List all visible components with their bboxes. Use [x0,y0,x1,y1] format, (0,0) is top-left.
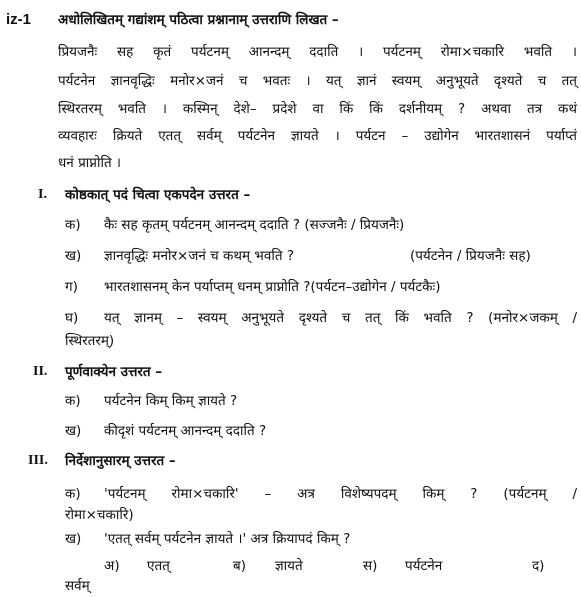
item-text: 'पर्यटनम् रोमा×चकारि' – अत्र विशेष्यपदम् किम् ? (पर्यटनम् / [104,486,577,502]
item-label: ख) [65,531,82,547]
option-text: एतत् [147,558,170,574]
item-text: कैः सह कृतम् पर्यटनम् आनन्दम् ददाति ? (सज्जनैः / प्रियजनैः) [104,217,405,233]
section-1-number: I. [38,187,47,202]
option-text: सर्वम् [65,578,90,594]
passage-line: व्यवहारः क्रियते एतत् सर्वम् पर्यटनेन ज्ञायते । पर्यटन – उद्योगेन भारतशासनं पर्याप्तं [58,128,577,144]
question-heading: अधोलिखितम् गद्यांशम् पठित्वा प्रश्नानाम् उत्तराणि लिखत – [58,12,339,28]
item-text: ज्ञानवृद्धिः मनोर×जनं च कथम् भवति ? [104,248,295,264]
passage-line: स्थिरतरम् भवति । कस्मिन् देशे– प्रदेशे वा किं किं दर्शनीयम् ? अथवा तत्र कथं [58,101,577,117]
item-options: (पर्यटनेन / प्रियजनैः सह) [410,248,531,264]
item-text-continued: रोमा×चकारि) [65,507,134,523]
option-label: द) [532,558,545,574]
item-label: क) [65,486,81,502]
item-label: ख) [65,423,82,439]
item-text: यत् ज्ञानम् – स्वयम् अनुभूयते दृश्यते च तत् किं भवति ? (मनोर×जकम् / [104,310,577,326]
item-label: ग) [65,279,78,295]
item-text: 'एतत् सर्वम् पर्यटनेन ज्ञायते ।' अत्र क्रियापदं किम् ? [104,531,351,547]
section-3-number: III. [28,453,48,468]
section-2-title: पूर्णवाक्येन उत्तरत – [65,364,163,380]
item-text: पर्यटनेन किम् किम् ज्ञायते ? [104,393,238,409]
passage-line: पर्यटनेन ज्ञानवृद्धिः मनोर×जनं च भवतः । यत् ज्ञानं स्वयम् अनुभूयते दृश्यते च तत् [58,73,577,89]
option-text: ज्ञायते [275,558,303,574]
item-label: ख) [65,248,82,264]
passage-line: प्रियजनैः सह कृतं पर्यटनम् आनन्दम् ददाति । पर्यटनम् रोमा×चकारि भवति । [58,44,577,60]
option-label: अ) [104,558,120,574]
item-label: घ) [65,310,79,326]
item-text: कीदृशं पर्यटनम् आनन्दम् ददाति ? [104,423,267,439]
section-1-title: कोष्ठकात् पदं चित्वा एकपदेन उत्तरत – [65,187,251,203]
item-text-continued: स्थिरतरम्) [65,333,115,349]
item-text: भारतशासनम् केन पर्याप्तम् धनम् प्राप्नोति ?(पर्यटन–उद्योगेन / पर्यटकैः) [104,279,441,295]
option-text: पर्यटनेन [405,558,443,574]
section-2-number: II. [33,364,48,379]
question-number: iz-1 [6,11,32,28]
passage-line: धनं प्राप्नोति । [58,155,122,171]
item-label: क) [65,393,81,409]
option-label: ब) [233,558,246,574]
section-3-title: निर्देशानुसारम् उत्तरत – [65,453,176,469]
option-label: स) [363,558,378,574]
item-label: क) [65,217,81,233]
